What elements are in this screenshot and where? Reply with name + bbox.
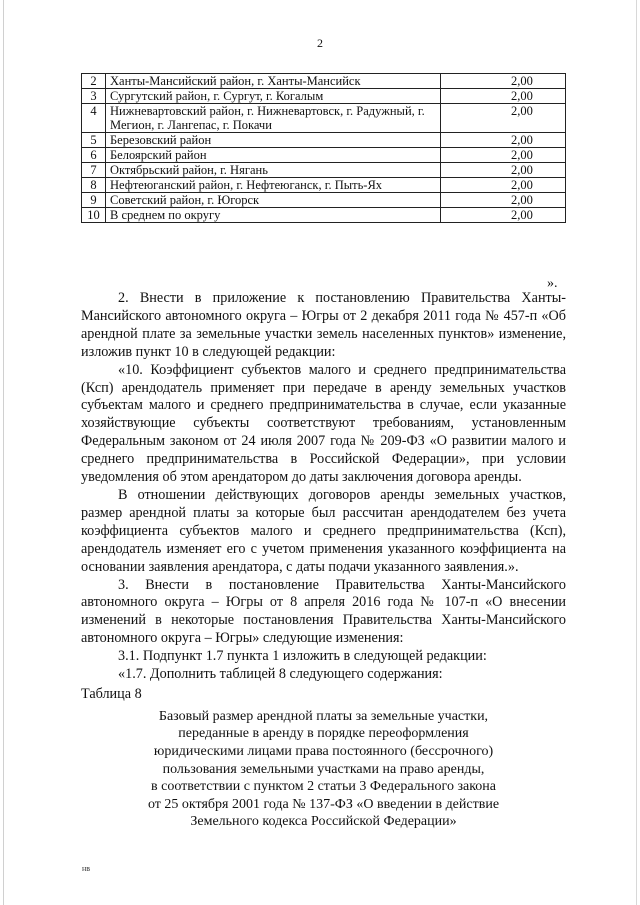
table-row	[82, 163, 566, 178]
document-body	[81, 290, 566, 831]
table-row	[82, 133, 566, 148]
row-number: 6	[82, 148, 106, 163]
table-row	[82, 104, 566, 133]
paragraph-item-2: 2. Внести в приложение к постановлению Правительства Ханты-Мансийского автономного округа – Югры от 2 декабря 2011 года № 457-п «Об арендной плате за земельные участки земель населенных пунктов» изменение, изложив пункт 10 в следующей редакции:	[81, 290, 566, 360]
row-territory: Сургутский район, г. Сургут, г. Когалым	[106, 89, 441, 104]
row-territory: Советский район, г. Югорск	[106, 193, 441, 208]
row-number: 10	[82, 208, 106, 223]
row-value: 2,00	[441, 133, 566, 148]
paragraph-subitem-3-1: 3.1. Подпункт 1.7 пункта 1 изложить в следующей редакции:	[118, 648, 487, 665]
row-number: 3	[82, 89, 106, 104]
scan-edge-right	[636, 0, 637, 905]
table-8-title-line: Земельного кодекса Российской Федерации»	[190, 814, 457, 830]
row-territory: Березовский район	[106, 133, 441, 148]
table-8-title-line: пользования земельными участками на право аренды,	[162, 761, 485, 777]
table-8-title-line: юридическими лицами права постоянного (бессрочного)	[153, 744, 494, 760]
row-number: 9	[82, 193, 106, 208]
row-value: 2,00	[441, 74, 566, 89]
paragraph-item-3: 3. Внести в постановление Правительства Ханты-Мансийского автономного округа – Югры от 8 апреля 2016 года № 107-п «О внесении изменений в некоторые постановления Правительства Ханты-Мансийского автономного округа – Югры» следующие изменения:	[81, 576, 566, 647]
table-row	[82, 74, 566, 89]
table-closing-quote: ».	[547, 276, 558, 291]
row-number: 8	[82, 178, 106, 193]
rate-table	[81, 73, 566, 223]
row-territory: Октябрьский район, г. Нягань	[106, 163, 441, 178]
row-number: 7	[82, 163, 106, 178]
table-row	[82, 193, 566, 208]
row-value: 2,00	[441, 193, 566, 208]
table-8-label: Таблица 8	[81, 685, 142, 702]
table-8-title-line: в соответствии с пунктом 2 статьи 3 Федерального закона	[151, 779, 496, 795]
row-value: 2,00	[441, 148, 566, 163]
table-row	[82, 89, 566, 104]
row-number: 4	[82, 104, 106, 133]
table-8-title-line: Базовый размер арендной платы за земельные участки,	[158, 708, 489, 724]
paragraph-subitem-1-7: «1.7. Дополнить таблицей 8 следующего содержания:	[118, 666, 443, 683]
footer-initials: нв	[82, 864, 91, 873]
table-row	[82, 178, 566, 193]
row-territory: Белоярский район	[106, 148, 441, 163]
table-8-title-line: от 25 октября 2001 года № 137-ФЗ «О введении в действие	[147, 796, 500, 812]
row-territory: Ханты-Мансийский район, г. Ханты-Мансийск	[106, 74, 441, 89]
scan-edge-left	[3, 0, 4, 905]
row-number: 5	[82, 133, 106, 148]
row-value: 2,00	[441, 163, 566, 178]
paragraph-existing-contracts: В отношении действующих договоров аренды земельных участков, размер арендной платы за которые был рассчитан арендодателем без учета коэффициента субъектов малого и среднего предпринимательства (Ксп), арендодатель изменяет его с учетом применения указанного коэффициента на основании заявления арендатора, с даты подачи указанного заявления.».	[81, 486, 566, 575]
table-8-title	[81, 708, 566, 831]
table-8-title-line: переданные в аренду в порядке переоформления	[178, 726, 469, 742]
paragraph-clause-10: «10. Коэффициент субъектов малого и среднего предпринимательства (Ксп) арендодатель применяет при передаче в аренду земельных участков субъектам малого и среднего предпринимательства в случае, если указанные хозяйствующие субъекты соответствуют требованиям, установленным Федеральным законом от 24 июля 2007 года № 209-ФЗ «О развитии малого и среднего предпринимательства в Российской Федерации», при условии уведомления об этом арендатором до даты заключения договора аренды.	[81, 361, 566, 486]
row-number: 2	[82, 74, 106, 89]
row-territory: Нижневартовский район, г. Нижневартовск, г. Радужный, г. Мегион, г. Лангепас, г. Покачи	[106, 104, 441, 133]
row-value: 2,00	[441, 208, 566, 223]
row-territory: В среднем по округу	[106, 208, 441, 223]
row-territory: Нефтеюганский район, г. Нефтеюганск, г. Пыть-Ях	[106, 178, 441, 193]
row-value: 2,00	[441, 89, 566, 104]
table-row	[82, 148, 566, 163]
row-value: 2,00	[441, 178, 566, 193]
row-value: 2,00	[441, 104, 566, 133]
table-row	[82, 208, 566, 223]
page-number: 2	[317, 36, 323, 50]
